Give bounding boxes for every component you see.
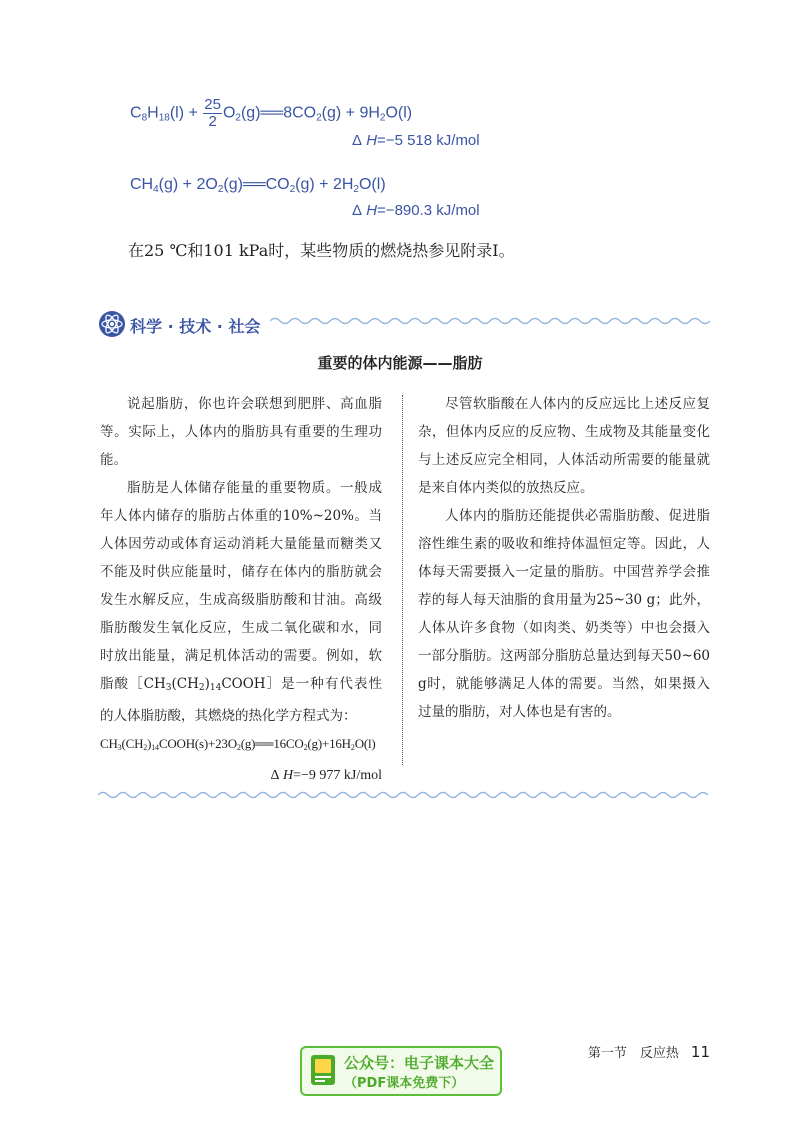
wave-divider-top — [270, 316, 710, 326]
atom-icon — [98, 310, 126, 338]
left-paragraph-2: 脂肪是人体储存能量的重要物质。一般成年人体内储存的脂肪占体重的10%~20%。当人体因劳动或体育运动消耗大量能量而糖类又不能及时供应能量时，储存在体内的脂肪就会发生水解反应，生成高级脂肪酸和甘油。高级脂肪酸发生氧化反应，生成二氧化碳和水，同时放出能量，满足机体活动的需要。例如，软脂酸$[CH_3(CH_2)_{14}COOH]$是一种有代表性的人体脂肪酸，其燃烧的热化学方程式为： — [100, 480, 382, 724]
right-paragraph-2: 人体内的脂肪还能提供必需脂肪酸、促进脂溶性维生素的吸收和维持体温恒定等。因此，人体每天需要摄入一定量的脂肪。中国营养学会推荐的每人每天油脂的食用量为25~30 g；此外，人体从许多食物（如肉类、奶类等）中也会摄入一部分脂肪。这两部分脂肪总量达到每天50~60 g时，就能够满足人体的需要。当然，如果摄入过量的脂肪，对人体也是有害的。 — [418, 508, 710, 720]
watermark-banner — [300, 1046, 502, 1096]
fraction: $\frac{25}{2}$ — [204, 96, 221, 130]
left-paragraph-1: 说起脂肪，你也许会联想到肥胖、高血脂等。实际上，人体内的脂肪具有重要的生理功能。 — [100, 396, 382, 468]
article-title: 重要的体内能源——脂肪 — [317, 354, 483, 372]
page-footer — [588, 1042, 710, 1061]
section-title: 科学 · 技术 · 社会 — [130, 317, 261, 336]
right-paragraph-1: 尽管软脂酸在人体内的反应远比上述反应复杂，但体内反应的反应物、生成物及其能量变化与上述反应完全相同，人体活动所需要的能量就是来自体内类似的放热反应。 — [418, 396, 710, 496]
article-left-column — [100, 390, 382, 790]
article-right-column — [418, 390, 710, 726]
column-divider — [402, 395, 403, 765]
delta-h-palmitic: Δ H=−9 977 kJ/mol — [270, 768, 382, 783]
equation-methane: $CH_4(g)$ + $2O_2(g)══CO_2(g) + 2H_2O(l)$ — [130, 176, 386, 195]
watermark-line2: （PDF课本免费下） — [344, 1076, 465, 1091]
book-icon — [310, 1054, 336, 1086]
footer-section: 第一节 反应热 — [587, 1046, 679, 1061]
section-header — [98, 310, 710, 340]
palmitic-acid-equation: $CH_3(CH_2)_{14}COOH(s)+23O_2(g)══16CO_2(g)+16H_2O(l)$ — [100, 736, 376, 752]
equation-octane: $C_8H_{18}(l)$ + $\frac{25}{2}$ $O_2(g)══8CO_2(g) + 9H_2O(l)$ — [130, 96, 413, 130]
body-paragraph: 在25 ℃和101 kPa时，某些物质的燃烧热参见附录Ⅰ。 — [128, 241, 515, 260]
page-number: 11 — [690, 1043, 710, 1061]
watermark-line1: 公众号：电子课本大全 — [344, 1054, 495, 1072]
delta-h-methane: Δ H=−890.3 kJ/mol — [352, 202, 480, 219]
wave-divider-bottom — [98, 790, 710, 800]
delta-h-octane: Δ H=−5 518 kJ/mol — [352, 132, 480, 149]
